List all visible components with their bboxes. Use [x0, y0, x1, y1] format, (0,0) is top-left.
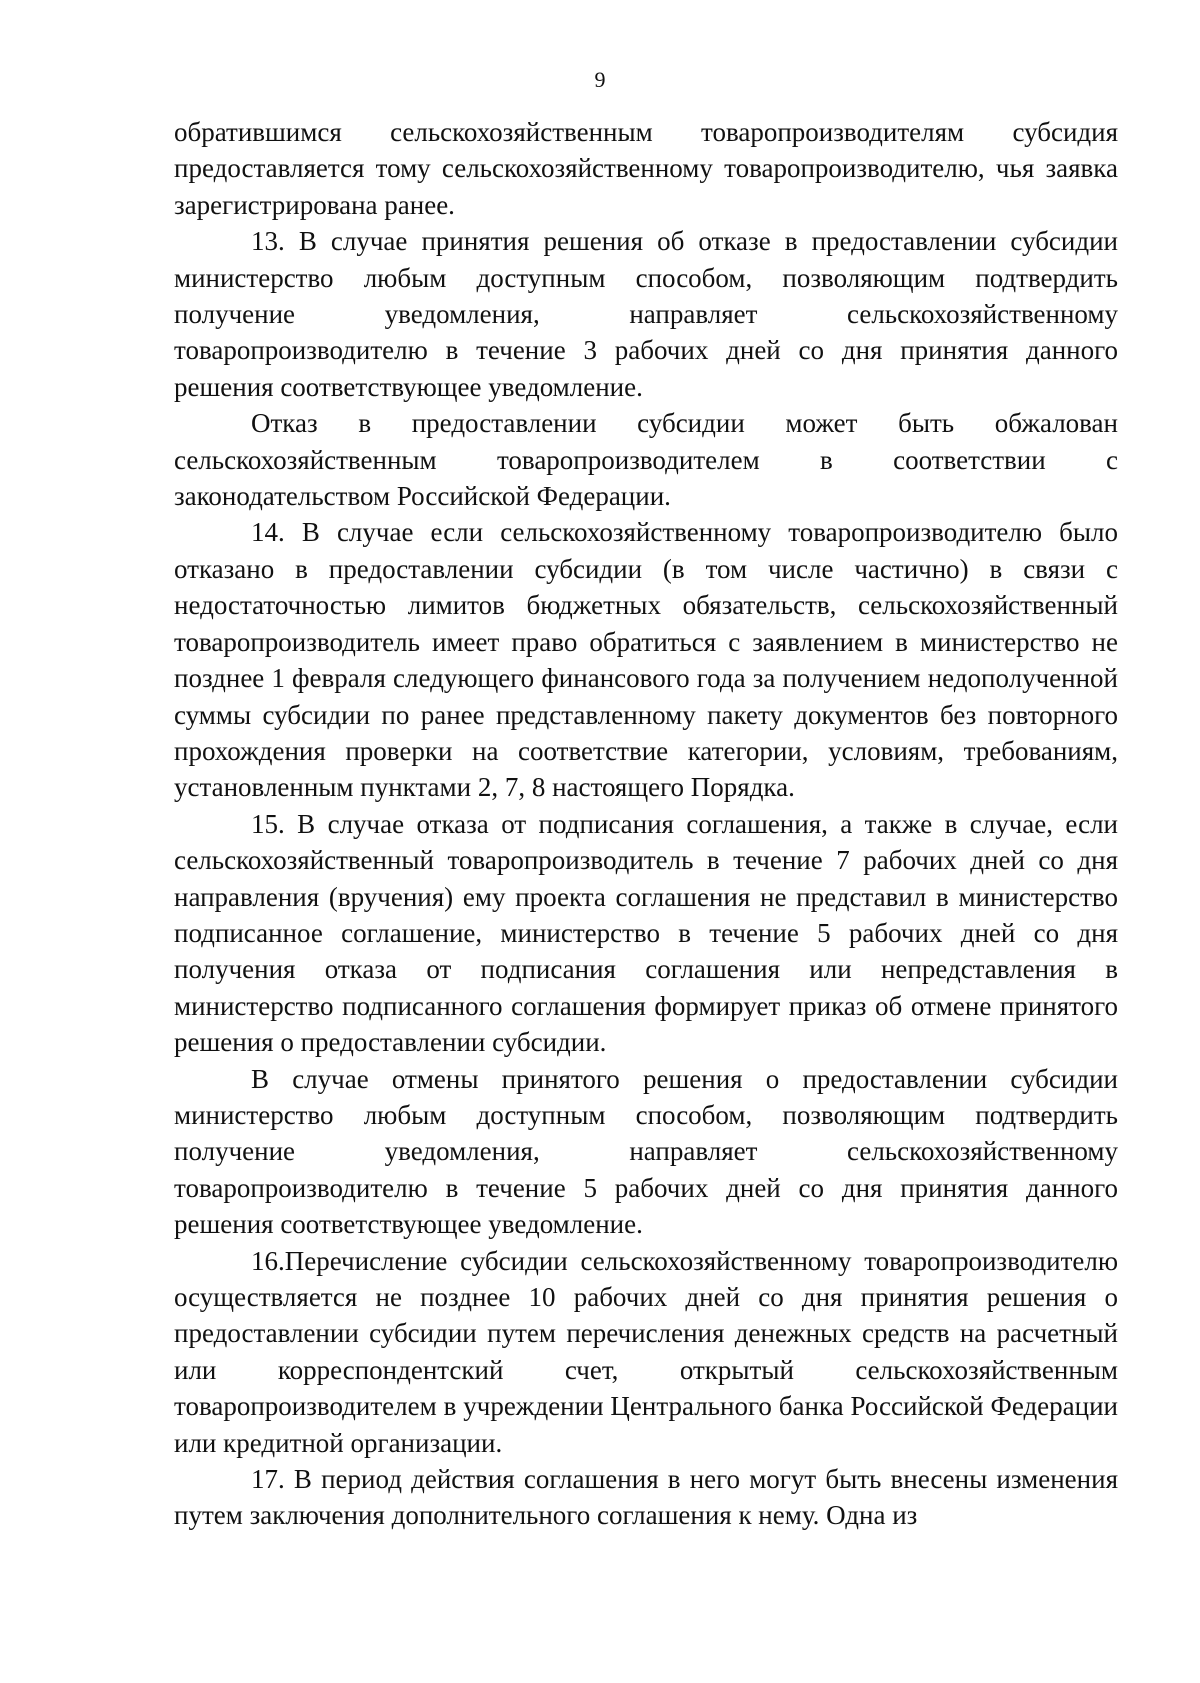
paragraph-14: 14. В случае если сельскохозяйственному товаропроизводителю было отказано в предоставлении субсидии (в том числе частично) в связи с недостаточностью лимитов бюджетных обязательств, сельскохозяйственный товаропроизводитель имеет право обратиться с заявлением в министерство не позднее 1 февраля следующего финансового года за получением недополученной суммы субсидии по ранее представленному пакету документов без повторного прохождения проверки на соответствие категории, условиям, требованиям, установленным пунктами 2, 7, 8 настоящего Порядка. — [174, 517, 1118, 803]
paragraph-13: 13. В случае принятия решения об отказе в предоставлении субсидии министерство любым доступным способом, позволяющим подтвердить получение уведомления, направляет сельскохозяйственному товаропроизводителю в течение 3 рабочих дней со дня принятия данного решения соответствующее уведомление. — [174, 226, 1118, 402]
paragraph-continuation: обратившимся сельскохозяйственным товаропроизводителям субсидия предоставляется тому сельскохозяйственному товаропроизводителю, чья заявка зарегистрирована ранее. — [174, 117, 1118, 220]
paragraph-15: 15. В случае отказа от подписания соглашения, а также в случае, если сельскохозяйственный товаропроизводитель в течение 7 рабочих дней со дня направления (вручения) ему проекта соглашения не представил в министерство подписанное соглашение, министерство в течение 5 рабочих дней со дня получения отказа от подписания соглашения или непредставления в министерство подписанного соглашения формирует приказ об отмене принятого решения о предоставлении субсидии. — [174, 808, 1118, 1058]
document-body — [174, 114, 1118, 1534]
paragraph-13-appeal: Отказ в предоставлении субсидии может быть обжалован сельскохозяйственным товаропроизводителем в соответствии с законодательством Российской Федерации. — [174, 408, 1118, 512]
paragraph-16: 16.Перечисление субсидии сельскохозяйственному товаропроизводителю осуществляется не позднее 10 рабочих дней со дня принятия решения о предоставлении субсидии путем перечисления денежных средств на расчетный или корреспондентский счет, открытый сельскохозяйственным товаропроизводителем в учреждении Центрального банка Российской Федерации или кредитной организации. — [174, 1245, 1118, 1458]
paragraph-15-cancellation: В случае отмены принятого решения о предоставлении субсидии министерство любым доступным способом, позволяющим подтвердить получение уведомления, направляет сельскохозяйственному товаропроизводителю в течение 5 рабочих дней со дня принятия данного решения соответствующее уведомление. — [174, 1063, 1118, 1240]
page-number: 9 — [594, 67, 606, 92]
paragraph-17: 17. В период действия соглашения в него могут быть внесены изменения путем заключения дополнительного соглашения к нему. Одна из — [174, 1464, 1118, 1531]
